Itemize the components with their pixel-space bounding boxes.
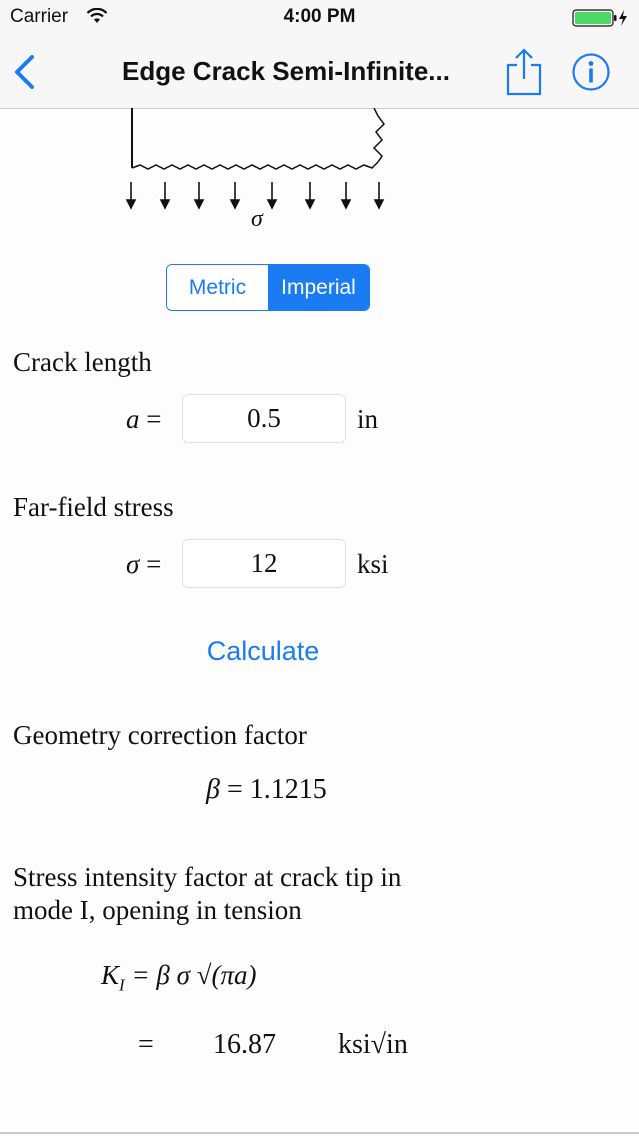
navigation-bar [0, 34, 639, 109]
far-field-stress-label: Far-field stress [13, 492, 174, 522]
stress-intensity-formula [101, 960, 257, 995]
units-segmented-control [166, 264, 370, 311]
diagram-stress-symbol: σ [251, 206, 263, 232]
geometry-factor-label: Geometry correction factor [13, 720, 307, 750]
formula-k-symbol: K [101, 960, 120, 990]
metric-segment[interactable]: Metric [167, 265, 268, 310]
crack-length-equals: = [146, 404, 162, 434]
far-field-stress-unit: ksi [357, 549, 389, 579]
status-bar [0, 0, 639, 34]
far-field-stress-symbol [126, 549, 161, 580]
crack-length-label: Crack length [13, 347, 152, 377]
stress-intensity-value: 16.87 [213, 1029, 276, 1060]
crack-length-unit: in [357, 404, 379, 434]
stress-intensity-label-line1: Stress intensity factor at crack tip in [13, 862, 402, 892]
calculate-button[interactable]: Calculate [206, 636, 320, 666]
bottom-divider [0, 1132, 639, 1134]
far-field-stress-input[interactable] [182, 539, 346, 588]
formula-rhs: = β σ √(πa) [131, 960, 257, 990]
stress-intensity-equals: = [138, 1029, 154, 1060]
imperial-segment[interactable]: Imperial [268, 265, 369, 310]
stress-intensity-label-line2: mode I, opening in tension [13, 895, 302, 925]
geometry-factor-symbol: β [206, 774, 220, 805]
far-field-stress-variable: σ [126, 549, 140, 579]
status-time: 4:00 PM [283, 6, 356, 27]
page-title: Edge Crack Semi-Infinite... [122, 56, 450, 86]
geometry-factor-result [206, 774, 327, 806]
far-field-stress-equals: = [146, 549, 162, 579]
stress-arrows [127, 182, 383, 208]
stress-intensity-unit: ksi√in [338, 1029, 408, 1060]
geometry-factor-value: = 1.1215 [226, 774, 327, 805]
crack-length-input[interactable] [182, 394, 346, 443]
crack-length-symbol [126, 404, 161, 435]
edge-crack-diagram [110, 108, 410, 238]
info-icon[interactable] [571, 52, 611, 92]
back-chevron-icon[interactable] [10, 54, 42, 90]
share-icon[interactable] [505, 48, 543, 96]
carrier-label: Carrier [10, 6, 69, 27]
crack-length-variable: a [126, 404, 140, 434]
battery-icon [572, 9, 630, 27]
formula-k-subscript: I [119, 975, 125, 995]
